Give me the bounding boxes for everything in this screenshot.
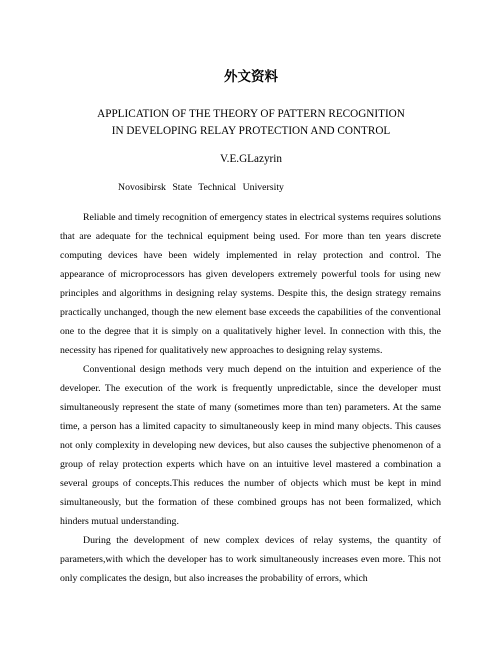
- author-name: V.E.GLazyrin: [220, 153, 282, 165]
- article-body: [60, 208, 441, 588]
- body-paragraph-2: Conventional design methods very much depend on the intuition and experience of the developer. The execution of the work is frequently unpredictable, since the developer must simultaneously represent the state of many (sometimes more than ten) parameters. At the same time, a person has a limited capacity to simultaneously keep in mind many objects. This causes not only complexity in developing new devices, but also causes the subjective phenomenon of a group of relay protection experts which have on an intuitive level mastered a combination a several groups of concepts.This reduces the number of objects which must be kept in mind simultaneously, but the formation of these combined groups has not been formalized, which hinders mutual understanding.: [60, 364, 441, 527]
- article-title-line-2: IN DEVELOPING RELAY PROTECTION AND CONTROL: [111, 125, 391, 137]
- body-paragraph-1: Reliable and timely recognition of emergency states in electrical systems requires solutions that are adequate for the technical equipment being used. For more than ten years discrete computing devices have been widely implemented in relay protection and control. The appearance of microprocessors has given developers extremely powerful tools for using new principles and algorithms in designing relay systems. Despite this, the design strategy remains practically unchanged, though the new element base exceeds the capabilities of the conventional one to the degree that it is simply on a qualitatively higher level. In connection with this, the necessity has ripened for qualitatively new approaches to designing relay systems.: [60, 212, 441, 356]
- body-paragraph-3: During the development of new complex devices of relay systems, the quantity of parameters,with which the developer has to work simultaneously increases even more. This not only complicates the design, but also increases the probability of errors, which: [60, 535, 441, 584]
- chinese-heading: 外文资料: [224, 69, 278, 85]
- article-title-line-1: APPLICATION OF THE THEORY OF PATTERN RECOGNITION: [97, 108, 405, 120]
- author-affiliation: Novosibirsk State Technical University: [118, 182, 284, 193]
